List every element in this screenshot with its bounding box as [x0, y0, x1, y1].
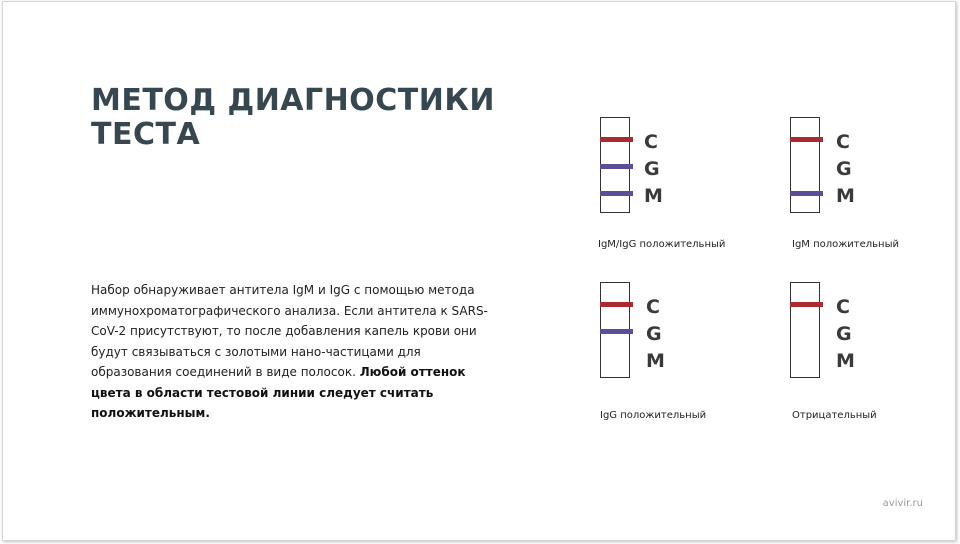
- letter-g: G: [644, 158, 660, 180]
- test-strip: [790, 282, 820, 378]
- band-c: [600, 137, 633, 142]
- band-g: [600, 164, 633, 169]
- test-strip: [600, 282, 630, 378]
- strip-letters: [646, 294, 665, 375]
- letter-c: C: [836, 131, 850, 153]
- description: [91, 280, 501, 424]
- letter-g: G: [836, 323, 852, 345]
- test-caption: Отрицательный: [792, 410, 877, 421]
- band-c: [790, 137, 823, 142]
- test-caption: IgM положительный: [792, 239, 899, 250]
- letter-g: G: [646, 323, 662, 345]
- band-m: [600, 191, 633, 196]
- strip-letters: [644, 129, 663, 210]
- description-text: Набор обнаруживает антитела IgM и IgG с помощью метода иммунохроматографического анализа. Если антитела к SARS-CoV-2 присутствуют, то после добавления капель крови они будут связываться с золотыми нано-частицами для образования соединений в виде полосок.: [91, 283, 488, 379]
- test-strip: [790, 117, 820, 213]
- letter-m: M: [836, 350, 855, 372]
- band-g: [600, 329, 633, 334]
- letter-g: G: [836, 158, 852, 180]
- test-caption: IgM/IgG положительный: [598, 239, 726, 250]
- test-caption: IgG положительный: [600, 410, 707, 421]
- strip-letters: [836, 294, 855, 375]
- band-c: [790, 302, 823, 307]
- letter-c: C: [646, 296, 660, 318]
- band-m: [790, 191, 823, 196]
- test-strip: [600, 117, 630, 213]
- band-c: [600, 302, 633, 307]
- strip-letters: [836, 129, 855, 210]
- slide: [2, 1, 956, 541]
- footer-site: avivir.ru: [882, 498, 923, 509]
- slide-title: [91, 84, 495, 152]
- title-line-2: ТЕСТА: [91, 117, 201, 152]
- title-line-1: МЕТОД ДИАГНОСТИКИ: [91, 83, 495, 118]
- letter-m: M: [836, 185, 855, 207]
- letter-m: M: [644, 185, 663, 207]
- letter-c: C: [836, 296, 850, 318]
- letter-c: C: [644, 131, 658, 153]
- letter-m: M: [646, 350, 665, 372]
- description-emphasis: Любой оттенок цвета в области тестовой линии следует считать положительным.: [91, 365, 466, 420]
